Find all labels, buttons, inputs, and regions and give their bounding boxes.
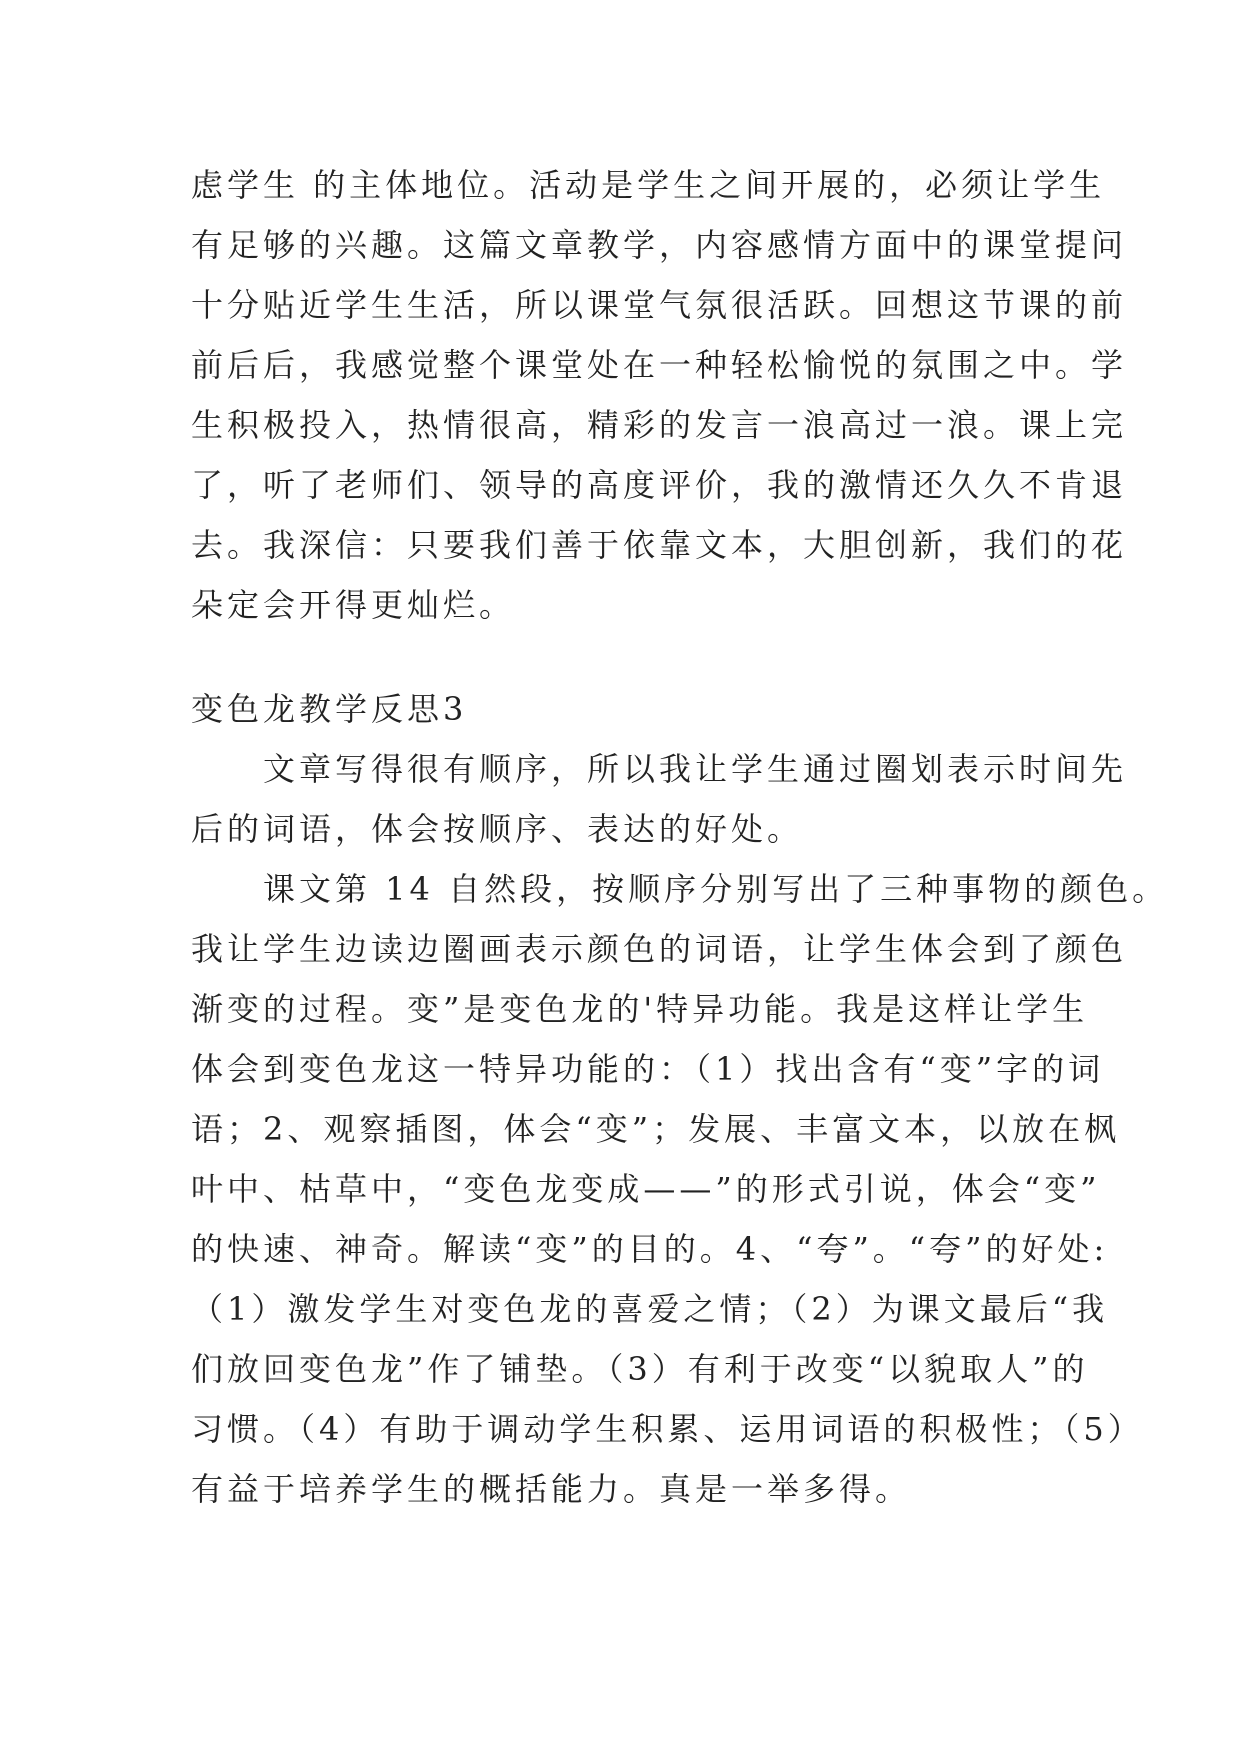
paragraph-line: 了，听了老师们、领导的高度评价，我的激情还久久不肯退 [191, 466, 1128, 504]
paragraph-line: 有益于培养学生的概括能力。真是一举多得。 [191, 1470, 912, 1508]
paragraph-line: 习惯。（4）有助于调动学生积累、运用词语的积极性；（5） [191, 1410, 1144, 1448]
paragraph-line: 课文第 14 自然段，按顺序分别写出了三种事物的颜色。 [191, 870, 1169, 908]
paragraph-line: 十分贴近学生生活，所以课堂气氛很活跃。回想这节课的前 [191, 286, 1128, 324]
paragraph-line: 前后后，我感觉整个课堂处在一种轻松愉悦的氛围之中。学 [191, 346, 1128, 384]
paragraph-line: 的快速、神奇。解读“变”的目的。4、“夸”。“夸”的好处: [191, 1230, 1109, 1268]
section-body [191, 739, 1169, 1519]
paragraph-line: 文章写得很有顺序，所以我让学生通过圈划表示时间先 [191, 750, 1128, 788]
continuation-paragraph [191, 155, 1128, 635]
paragraph-line: 生积极投入，热情很高，精彩的发言一浪高过一浪。课上完 [191, 406, 1128, 444]
paragraph-line: 们放回变色龙”作了铺垫。（3）有利于改变“以貌取人”的 [191, 1350, 1089, 1388]
paragraph-line: 虑学生 的主体地位。活动是学生之间开展的，必须让学生 [191, 166, 1106, 204]
paragraph-line: 朵定会开得更灿烂。 [191, 586, 516, 624]
paragraph-line: 后的词语，体会按顺序、表达的好处。 [191, 810, 804, 848]
paragraph-line: 我让学生边读边圈画表示颜色的词语，让学生体会到了颜色 [191, 930, 1128, 968]
section-title: 变色龙教学反思3 [191, 690, 468, 728]
paragraph-line: （1）激发学生对变色龙的喜爱之情；（2）为课文最后“我 [191, 1290, 1109, 1328]
paragraph-line: 语；2、观察插图，体会“变”；发展、丰富文本，以放在枫 [191, 1110, 1121, 1148]
paragraph-line: 叶中、枯草中，“变色龙变成——”的形式引说，体会“变” [191, 1170, 1101, 1208]
paragraph-line: 渐变的过程。变”是变色龙的'特异功能。我是这样让学生 [191, 990, 1089, 1028]
paragraph-line: 有足够的兴趣。这篇文章教学，内容感情方面中的课堂提问 [191, 226, 1128, 264]
paragraph-line: 去。我深信：只要我们善于依靠文本，大胆创新，我们的花 [191, 526, 1128, 564]
paragraph-line: 体会到变色龙这一特异功能的：（1）找出含有“变”字的词 [191, 1050, 1105, 1088]
